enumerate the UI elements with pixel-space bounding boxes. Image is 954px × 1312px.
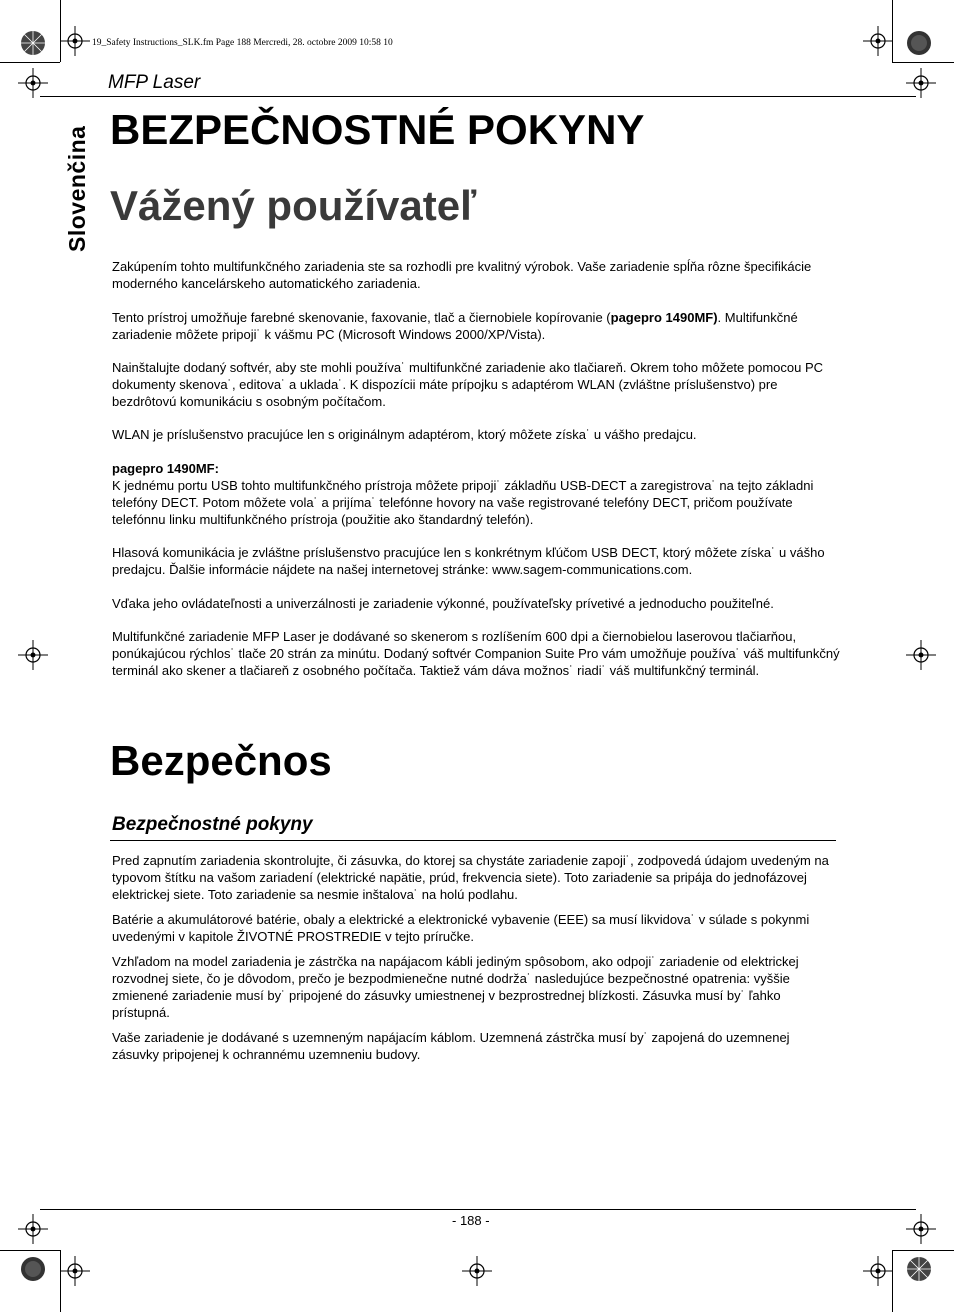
paragraph: Zakúpením tohto multifunkčného zariadenia ste sa rozhodli pre kvalitný výrobok. Vaše zariadenie spĺňa rôzne špecifikácie moderného kancelárskeho automatického zariadenia. [112,259,812,291]
section-title-user: Vážený používateľ [110,182,477,229]
crop-line [0,1250,60,1251]
registration-mark-icon [906,640,936,670]
paragraph: Nainštalujte dodaný softvér, aby ste mohli používa˙ multifunkčné zariadenie ako tlačiareň. Okrem toho môžete pomocou PC dokumenty skenova˙, editova˙ a uklada˙. K dispozícii máte prípojku s adaptérom WLAN (zvláštne príslušenstvo) pre bezdrôtovú komunikáciu s osobným počítačom. [112,360,824,409]
paragraph-heading: pagepro 1490MF: [112,461,219,476]
crop-line [0,62,60,63]
language-tab: Slovenčina [64,125,90,252]
subsection-rule [110,840,836,841]
registration-mark-icon [60,1256,90,1286]
paragraph: Vaše zariadenie je dodávané s uzemneným napájacím káblom. Uzemnená zástrčka musí by˙ zapojená do uzemnenej zásuvky pripojenej k ochrannému uzemneniu budovy. [112,1030,790,1062]
footer-rule [40,1209,916,1210]
registration-mark-icon [18,640,48,670]
starburst-target-icon [906,1256,932,1287]
paragraph: Pred zapnutím zariadenia skontrolujte, či zásuvka, do ktorej sa chystáte zariadenie zapoji˙, zodpovedá údajom uvedeným na typovom štítku na vašom zariadení (elektrické napätie, prúd, frekvencia siete). Toto zariadenie sa pripája do jednofázovej elektrickej siete. Toto zariadenie sa nesmie inštalova˙ na holú podlahu. [112,853,829,902]
page-title: BEZPEČNOSTNÉ POKYNY [110,106,645,153]
registration-mark-icon [18,68,48,98]
header-rule [40,96,916,97]
starburst-target-icon [20,30,46,61]
product-name: pagepro 1490MF) [610,310,718,325]
paragraph: Batérie a akumulátorové batérie, obaly a elektrické a elektronické vybavenie (EEE) sa musí likvidova˙ v súlade s pokynmi uvedenými v kapitole ŽIVOTNÉ PROSTREDIE v tejto príručke. [112,912,810,944]
running-header: MFP Laser [108,72,201,93]
registration-mark-icon [18,1214,48,1244]
file-info: 19_Safety Instructions_SLK.fm Page 188 Mercredi, 28. octobre 2009 10:58 10 [92,38,393,48]
paragraph [112,460,840,528]
crop-line [892,1250,954,1251]
registration-mark-icon [863,26,893,56]
section-title-safety: Bezpečnos [110,737,332,784]
paragraph-text: K jednému portu USB tohto multifunkčného prístroja môžete pripoji˙ základňu USB-DECT a zaregistrova˙ na tejto základni telefóny DECT. Potom môžete vola˙ a prijíma˙ telefónne hovory na vaše registrované telefóny DECT, pričom používate telefónnu linku multifunkčného prístroja (použitie ako štandardný telefón). [112,478,814,527]
paragraph-text: . Multifunkčné zariadenie môžete pripoji˙ k vášmu PC (Microsoft Windows 2000/XP/Vista). [112,310,798,342]
paragraph-text: Tento prístroj umožňuje farebné skenovanie, faxovanie, tlač a čiernobiele kopírovanie ( [112,310,611,325]
paragraph: Multifunkčné zariadenie MFP Laser je dodávané so skenerom s rozlíšením 600 dpi a čiernobielou laserovou tlačiarňou, ponúkajúcou rýchlos˙ tlače 20 strán za minútu. Dodaný softvér Companion Suite Pro vám umožňuje používa˙ váš multifunkčný terminál ako skener a tlačiareň z osobného počítača. Taktiež vám dáva možnos˙ riadi˙ váš multifunkčný terminál. [112,629,840,678]
registration-mark-icon [60,26,90,56]
paragraph [112,309,840,343]
paragraph: Vzhľadom na model zariadenia je zástrčka na napájacom kábli jediným spôsobom, ako odpoji˙ zariadenie od elektrickej rozvodnej siete, čo je dôvodom, prečo je bezpodmienečne nutné dodrža˙ nasledujúce bezpečnostné opatrenia: vyššie zmienené zariadenie musí by˙ pripojené do zásuvky umiestnenej v bezprostrednej blízkosti. Zásuvka musí by˙ ľahko prístupná. [112,954,799,1020]
subsection-title: Bezpečnostné pokyny [112,814,313,835]
paragraph: Vďaka jeho ovládateľnosti a univerzálnosti je zariadenie výkonné, používateľsky prívetivé a jednoducho použiteľné. [112,596,774,611]
registration-mark-icon [906,1214,936,1244]
starburst-target-icon [906,30,932,61]
registration-mark-icon [906,68,936,98]
starburst-target-icon [20,1256,46,1287]
registration-mark-icon [462,1256,492,1286]
page-number: - 188 - [452,1213,490,1228]
paragraph: Hlasová komunikácia je zvláštne príslušenstvo pracujúce len s konkrétnym kľúčom USB DECT, ktorý môžete získa˙ u vášho predajcu. Ďalšie informácie nájdete na našej internetovej stránke: www.sagem-communications.com. [112,545,825,577]
crop-line [892,62,954,63]
paragraph: WLAN je príslušenstvo pracujúce len s originálnym adaptérom, ktorý môžete získa˙ u vášho predajcu. [112,427,697,442]
registration-mark-icon [863,1256,893,1286]
